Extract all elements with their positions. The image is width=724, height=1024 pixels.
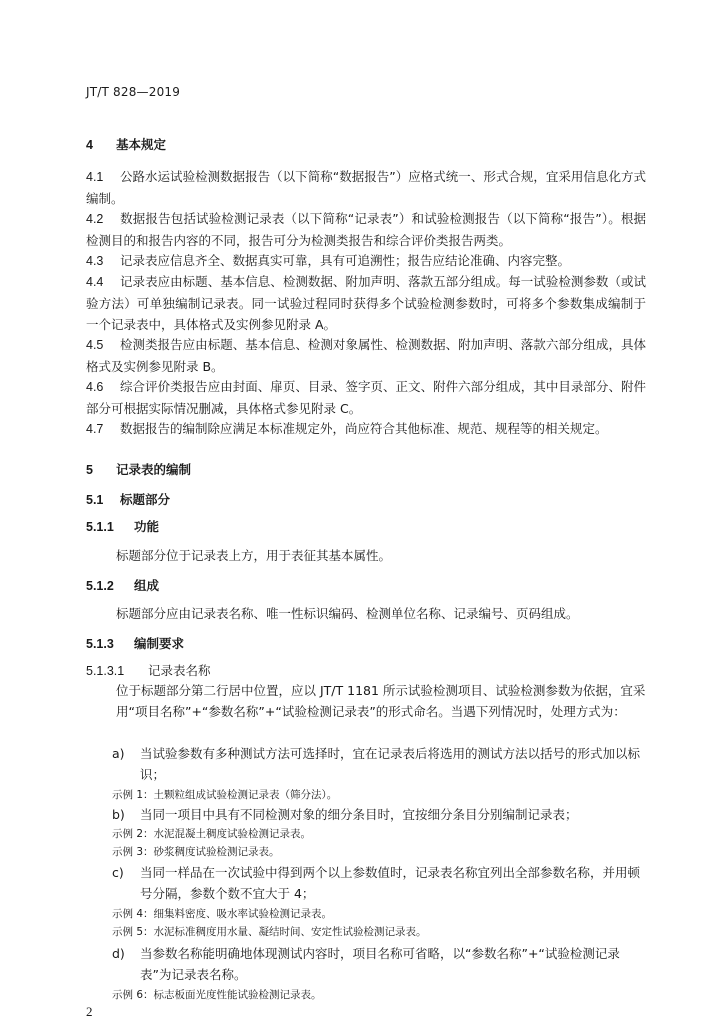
clause-number: 4.6 xyxy=(86,380,104,394)
paragraph-5-1-1: 标题部分位于记录表上方，用于表征其基本属性。 xyxy=(116,548,392,563)
section-number: 5 xyxy=(86,463,93,477)
example-1: 示例 1：土颗粒组成试验检测记录表（筛分法）。 xyxy=(112,789,338,801)
section-title: 功能 xyxy=(134,519,160,534)
section-number: 4 xyxy=(86,138,93,152)
section-title: 基本规定 xyxy=(116,137,167,152)
list-label: b) xyxy=(112,807,125,822)
section-title: 记录表的编制 xyxy=(116,462,192,477)
list-label: a) xyxy=(112,746,125,761)
clause-4-5 xyxy=(86,334,646,377)
section-number: 5.1 xyxy=(86,493,104,507)
list-text: 当试验参数有多种测试方法可选择时，宜在记录表后将选用的测试方法以括号的形式加以标识； xyxy=(140,746,641,782)
section-5-1-2-heading xyxy=(86,576,159,594)
clause-text: 记录表应信息齐全、数据真实可靠，具有可追溯性；报告应结论准确、内容完整。 xyxy=(120,253,571,268)
section-number: 5.1.3.1 xyxy=(86,664,125,678)
clause-text: 公路水运试验检测数据报告（以下简称“数据报告”）应格式统一、形式合规，宜采用信息化方式编制。 xyxy=(86,169,646,206)
section-4-heading xyxy=(86,135,166,153)
clause-text: 记录表应由标题、基本信息、检测数据、附加声明、落款五部分组成。每一试验检测参数（或试验方法）可单独编制记录表。同一试验过程同时获得多个试验检测参数时，可将多个参数集成编制于一个记录表中，具体格式及实例参见附录 A。 xyxy=(86,274,646,332)
section-title: 组成 xyxy=(134,578,160,593)
section-number: 5.1.3 xyxy=(86,637,114,651)
section-number: 5.1.2 xyxy=(86,579,114,593)
clause-text: 检测类报告应由标题、基本信息、检测对象属性、检测数据、附加声明、落款六部分组成，具体格式及实例参见附录 B。 xyxy=(86,337,646,374)
clause-4-3 xyxy=(86,250,646,272)
clause-number: 4.2 xyxy=(86,212,104,226)
document-id-header: JT/T 828—2019 xyxy=(86,85,181,99)
section-title: 编制要求 xyxy=(134,636,185,651)
clause-4-4 xyxy=(86,271,646,335)
section-5-1-heading xyxy=(86,490,170,508)
example-4: 示例 4：细集料密度、吸水率试验检测记录表。 xyxy=(112,908,333,920)
clause-4-1 xyxy=(86,166,646,209)
paragraph-5-1-2: 标题部分应由记录表名称、唯一性标识编码、检测单位名称、记录编号、页码组成。 xyxy=(116,606,579,621)
clause-number: 4.4 xyxy=(86,275,104,289)
page-number: 2 xyxy=(86,1004,93,1019)
example-5: 示例 5：水泥标准稠度用水量、凝结时间、安定性试验检测记录表。 xyxy=(112,926,427,938)
section-title: 记录表名称 xyxy=(148,663,211,678)
section-title: 标题部分 xyxy=(120,492,171,507)
clause-text: 综合评价类报告应由封面、扉页、目录、签字页、正文、附件六部分组成，其中目录部分、附件部分可根据实际情况删减，具体格式参见附录 C。 xyxy=(86,379,646,416)
list-text: 当参数名称能明确地体现测试内容时，项目名称可省略，以“参数名称”+“试验检测记录表”为记录表名称。 xyxy=(140,946,620,982)
clause-number: 4.3 xyxy=(86,254,104,268)
clause-text: 数据报告包括试验检测记录表（以下简称“记录表”）和试验检测报告（以下简称“报告”）。根据检测目的和报告内容的不同，报告可分为检测类报告和综合评价类报告两类。 xyxy=(86,211,646,248)
example-6: 示例 6：标志板面光度性能试验检测记录表。 xyxy=(112,989,322,1001)
clause-4-6 xyxy=(86,376,646,419)
list-label: d) xyxy=(112,946,125,961)
example-2: 示例 2：水泥混凝土稠度试验检测记录表。 xyxy=(112,828,312,840)
section-5-heading xyxy=(86,460,191,478)
clause-number: 4.7 xyxy=(86,422,104,436)
section-5-1-1-heading xyxy=(86,517,159,535)
list-item-c xyxy=(112,862,646,904)
section-5-1-3-1-heading xyxy=(86,661,211,679)
list-label: c) xyxy=(112,865,124,880)
clause-text: 数据报告的编制除应满足本标准规定外，尚应符合其他标准、规范、规程等的相关规定。 xyxy=(120,421,608,436)
list-text: 当同一样品在一次试验中得到两个以上参数值时，记录表名称宜列出全部参数名称，并用顿号分隔，参数个数不宜大于 4； xyxy=(140,865,641,901)
clause-number: 4.5 xyxy=(86,338,104,352)
list-item-d xyxy=(112,943,646,985)
paragraph-5-1-3-1: 位于标题部分第二行居中位置，应以 JT/T 1181 所示试验检测项目、试验检测参数为依据，宜采用“项目名称”+“参数名称”+“试验检测记录表”的形式命名。当遇下列情况时，处理方式为： xyxy=(116,683,646,719)
list-item-b xyxy=(112,804,646,825)
clause-4-2 xyxy=(86,208,646,251)
clause-number: 4.1 xyxy=(86,170,104,184)
clause-4-7 xyxy=(86,418,646,440)
section-5-1-3-heading xyxy=(86,634,184,652)
example-3: 示例 3：砂浆稠度试验检测记录表。 xyxy=(112,846,280,858)
list-text: 当同一项目中具有不同检测对象的细分条目时，宜按细分条目分别编制记录表； xyxy=(140,807,578,822)
section-number: 5.1.1 xyxy=(86,520,114,534)
list-item-a xyxy=(112,743,646,785)
